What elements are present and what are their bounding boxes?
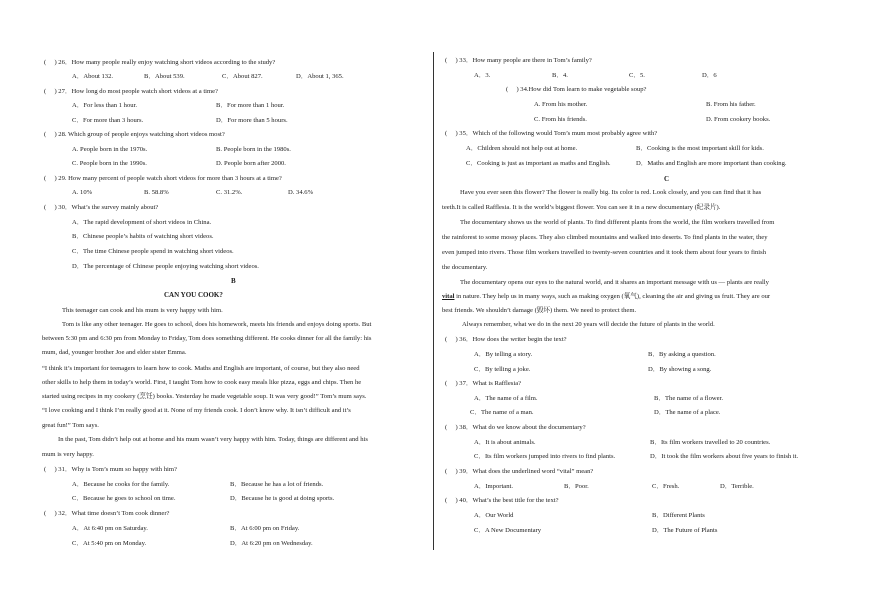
q35-option-a: A．Children should not help out at home. bbox=[466, 145, 578, 152]
passage-c-line: the rainforest to some mossy places. They also climbed mountains and walked into deserts. To find plants in the water, they bbox=[442, 234, 768, 241]
passage-b-line: mum is very happy. bbox=[42, 451, 94, 458]
passage-c-line: in nature. They help us in many ways, such as making oxygen (氧气), cleaning the air and giving us fruit. They are our bbox=[456, 293, 771, 300]
section-c-label: C bbox=[664, 175, 670, 183]
q30-option-d: D．The percentage of Chinese people enjoying watching short videos. bbox=[72, 263, 259, 270]
q30-option-b: B．Chinese people’s habits of watching short videos. bbox=[72, 233, 214, 240]
passage-c-line: best friends. We shouldn’t damage (毁坏) them. We need to protect them. bbox=[442, 307, 637, 314]
q36-option-b: B．By asking a question. bbox=[648, 351, 716, 358]
q34-option-b: B. From his father. bbox=[706, 101, 756, 108]
q31-option-d: D．Because he is good at doing sports. bbox=[230, 495, 335, 502]
passage-b-line: This teenager can cook and his mum is very happy with him. bbox=[62, 307, 223, 314]
q30-option-a: A．The rapid development of short videos in China. bbox=[72, 219, 212, 226]
q34-option-a: A. From his mother. bbox=[534, 101, 588, 108]
passage-b-line: “I think it’s important for teenagers to learn how to cook. Maths and English are important, of course, but they also need bbox=[42, 365, 360, 372]
q40-option-d: D．The Future of Plants bbox=[652, 527, 718, 534]
q33-option-b: B．4. bbox=[552, 72, 568, 79]
right-column bbox=[436, 0, 870, 616]
passage-b-line: In the past, Tom didn’t help out at home and his mum wasn’t very happy with him. Today, things are different and his bbox=[58, 436, 368, 443]
q29-option-a: A. 10% bbox=[72, 189, 93, 196]
q33-option-d: D．6 bbox=[702, 72, 717, 79]
q35-option-d: D．Maths and English are more important than cooking. bbox=[636, 160, 787, 167]
q37-stem: ( ) 37．What is Rafflesia? bbox=[445, 380, 522, 387]
passage-c-line: the documentary. bbox=[442, 264, 488, 271]
q34-option-c: C. From his friends. bbox=[534, 116, 587, 123]
q33-option-a: A．3. bbox=[474, 72, 491, 79]
q38-option-d: D．It took the film workers about five years to finish it. bbox=[650, 453, 799, 460]
passage-b-title: CAN YOU COOK? bbox=[164, 291, 223, 299]
q27-stem: ( ) 27．How long do most people watch short videos at a time? bbox=[44, 88, 218, 95]
passage-c-line: Have you ever seen this flower? The flower is really big. Its color is red. Look closely, and you can find that it has bbox=[460, 189, 762, 196]
passage-c-line: The documentary opens our eyes to the natural world, and it shares an important message with us — plants are really bbox=[460, 279, 769, 286]
passage-b-line: other skills to help them in today’s world. First, I taught Tom how to cook easy meals like pizza, eggs and chips. Then he bbox=[42, 379, 362, 386]
passage-b-line: Tom is like any other teenager. He goes to school, does his homework, meets his friends and enjoys doing sports. But bbox=[62, 321, 372, 328]
passage-b-line: between 5:30 pm and 6:30 pm from Monday to Friday, Tom does something different. He cooks dinner for all the family: his bbox=[42, 335, 372, 342]
q39-stem: ( ) 39．What does the underlined word “vital” mean? bbox=[445, 468, 594, 475]
q27-option-b: B．For more than 1 hour. bbox=[216, 102, 285, 109]
q28-option-d: D. People born after 2000. bbox=[216, 160, 286, 167]
column-divider bbox=[433, 52, 434, 550]
q29-option-d: D. 34.6% bbox=[288, 189, 314, 196]
q36-option-d: D．By showing a song. bbox=[648, 366, 712, 373]
passage-b-line: great fun!” Tom says. bbox=[42, 422, 99, 429]
q40-option-a: A．Our World bbox=[474, 512, 514, 519]
q39-option-b: B．Poor. bbox=[564, 483, 589, 490]
q35-option-c: C．Cooking is just as important as maths and English. bbox=[466, 160, 611, 167]
q36-stem: ( ) 36．How does the writer begin the text? bbox=[445, 336, 567, 343]
q26-option-b: B．About 539. bbox=[144, 73, 185, 80]
q38-option-b: B．Its film workers travelled to 20 countries. bbox=[650, 439, 771, 446]
q33-option-c: C．5. bbox=[629, 72, 645, 79]
q39-option-d: D．Terrible. bbox=[720, 483, 754, 490]
q29-option-c: C. 31.2%. bbox=[216, 189, 243, 196]
q31-option-c: C．Because he goes to school on time. bbox=[72, 495, 176, 502]
q37-option-b: B．The name of a flower. bbox=[654, 395, 724, 402]
passage-b-line: “I love cooking and I think I’m really good at it. None of my friends cook. I don’t know why. It isn’t difficult and it’s bbox=[42, 407, 351, 414]
q28-option-a: A. People born in the 1970s. bbox=[72, 146, 148, 153]
passage-c-line: The documentary shows us the world of plants. To find different plants from the world, the film workers travelled from bbox=[460, 219, 775, 226]
q37-option-c: C．The name of a man. bbox=[470, 409, 534, 416]
q35-stem: ( ) 35．Which of the following would Tom’s mum most probably agree with? bbox=[445, 130, 658, 137]
q34-stem: ( ) 34.How did Tom learn to make vegetable soup? bbox=[506, 86, 647, 93]
q26-option-a: A．About 132. bbox=[72, 73, 114, 80]
q32-option-d: D．At 6:20 pm on Wednesday. bbox=[230, 540, 313, 547]
passage-c-line: Always remember, what we do in the next 20 years will decide the future of plants in the world. bbox=[462, 321, 715, 328]
passage-c-line: even jumped into rivers. Those film workers travelled to twenty-seven countries and it took them about four years to finish bbox=[442, 249, 766, 256]
q32-stem: ( ) 32．What time doesn’t Tom cook dinner? bbox=[44, 510, 170, 517]
q30-option-c: C．The time Chinese people spend in watching short videos. bbox=[72, 248, 234, 255]
section-b-label: B bbox=[231, 277, 236, 285]
q26-option-c: C．About 827. bbox=[222, 73, 263, 80]
q38-option-a: A．It is about animals. bbox=[474, 439, 536, 446]
passage-b-line: mum, dad, younger brother Joe and elder sister Emma. bbox=[42, 349, 187, 356]
q31-option-b: B．Because he has a lot of friends. bbox=[230, 481, 324, 488]
q39-option-a: A．Important. bbox=[474, 483, 514, 490]
q28-option-c: C. People born in the 1990s. bbox=[72, 160, 147, 167]
q32-option-c: C．At 5:40 pm on Monday. bbox=[72, 540, 147, 547]
q38-stem: ( ) 38．What do we know about the documentary? bbox=[445, 424, 586, 431]
q35-option-b: B．Cooking is the most important skill for kids. bbox=[636, 145, 764, 152]
q38-option-c: C．Its film workers jumped into rivers to find plants. bbox=[474, 453, 616, 460]
passage-c-vital-line bbox=[442, 294, 770, 301]
q30-stem: ( ) 30．What’s the survey mainly about? bbox=[44, 204, 159, 211]
q40-option-c: C．A New Documentary bbox=[474, 527, 542, 534]
q33-stem: ( ) 33．How many people are there in Tom’s family? bbox=[445, 57, 592, 64]
q27-option-a: A．For less than 1 hour. bbox=[72, 102, 138, 109]
q26-stem: ( ) 26．How many people really enjoy watching short videos according to the study? bbox=[44, 59, 276, 66]
passage-c-line: teeth.It is called Rafflesia. It is the world’s biggest flower. You can see it in a new documentary (纪录片). bbox=[442, 204, 721, 211]
q28-option-b: B. People born in the 1980s. bbox=[216, 146, 291, 153]
q40-stem: ( ) 40．What’s the best title for the text? bbox=[445, 497, 559, 504]
q39-option-c: C．Fresh. bbox=[652, 483, 680, 490]
underlined-word-vital: vital bbox=[442, 293, 455, 300]
q29-stem: ( ) 29. How many percent of people watch short videos for more than 3 hours at a time? bbox=[44, 175, 282, 182]
q40-option-b: B．Different Plants bbox=[652, 512, 705, 519]
q27-option-c: C．For more than 3 hours. bbox=[72, 117, 144, 124]
q37-option-a: A．The name of a film. bbox=[474, 395, 538, 402]
q27-option-d: D．For more than 5 hours. bbox=[216, 117, 288, 124]
q32-option-a: A．At 6:40 pm on Saturday. bbox=[72, 525, 148, 532]
q31-option-a: A．Because he cooks for the family. bbox=[72, 481, 170, 488]
q36-option-c: C．By telling a joke. bbox=[474, 366, 531, 373]
q26-option-d: D．About 1, 365. bbox=[296, 73, 344, 80]
q29-option-b: B. 58.8% bbox=[144, 189, 169, 196]
q28-stem: ( ) 28. Which group of people enjoys watching short videos most? bbox=[44, 131, 225, 138]
q31-stem: ( ) 31．Why is Tom’s mum so happy with him? bbox=[44, 466, 177, 473]
passage-b-line: started using recipes in my cookery (烹饪) books. Yesterday he made vegetable soup. It was very good!” Tom’s mum says. bbox=[42, 393, 367, 400]
q34-option-d: D. From cookery books. bbox=[706, 116, 771, 123]
q32-option-b: B．At 6:00 pm on Friday. bbox=[230, 525, 300, 532]
q37-option-d: D．The name of a place. bbox=[654, 409, 721, 416]
q36-option-a: A．By telling a story. bbox=[474, 351, 533, 358]
